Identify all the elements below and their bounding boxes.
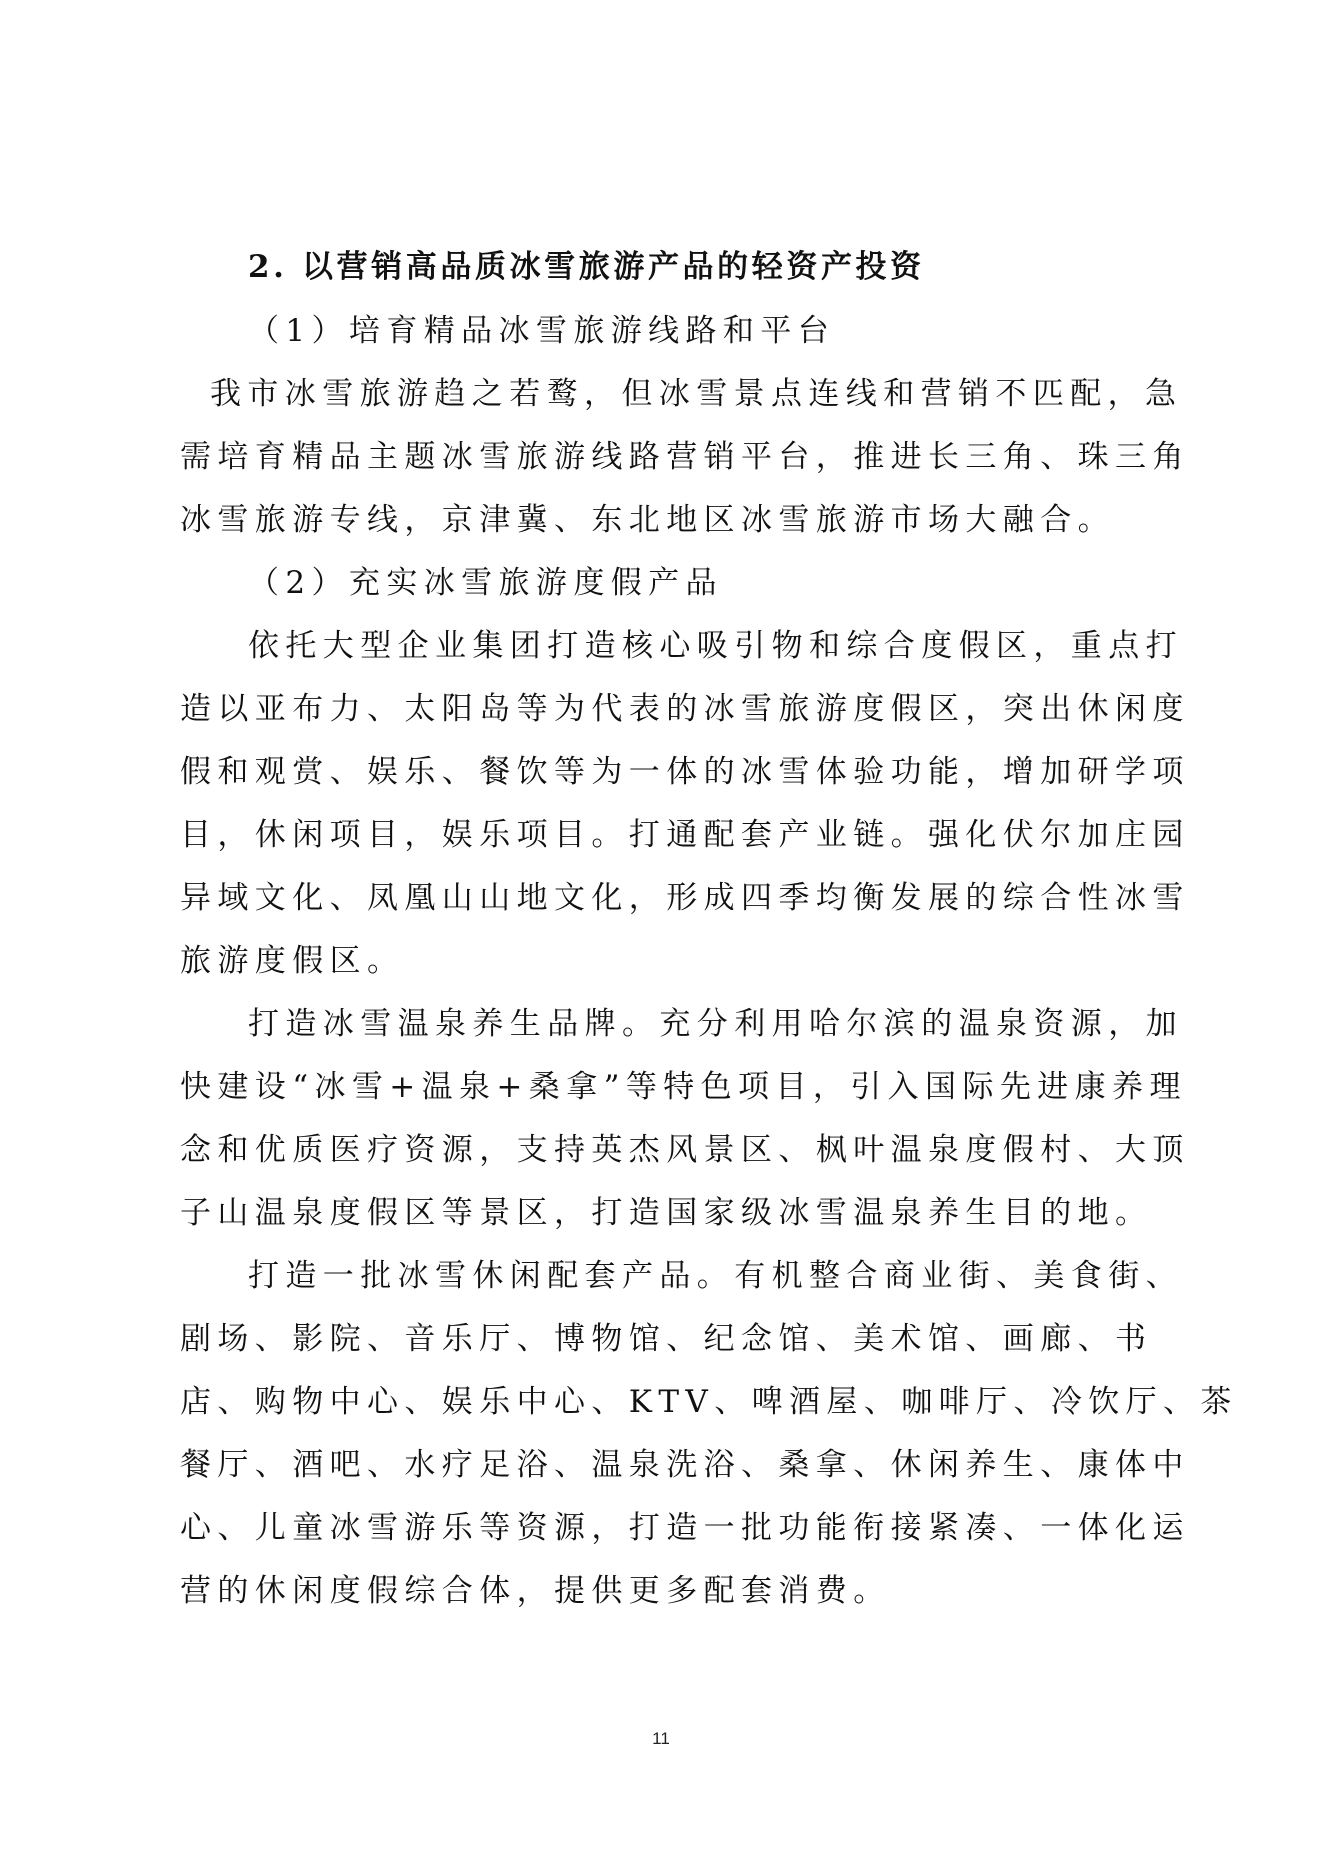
- section-heading: 2. 以营销高品质冰雪旅游产品的轻资产投资: [248, 249, 925, 285]
- paragraph-line: 旅游度假区。: [180, 943, 405, 979]
- paragraph-line: 目，休闲项目，娱乐项目。打通配套产业链。强化伏尔加庄园: [180, 817, 1190, 853]
- paragraph-line: 快建设“冰雪+温泉+桑拿”等特色项目，引入国际先进康养理: [180, 1069, 1187, 1105]
- paragraph-line: 假和观赏、娱乐、餐饮等为一体的冰雪体验功能，增加研学项: [180, 754, 1190, 790]
- paragraph-line: 心、儿童冰雪游乐等资源，打造一批功能衔接紧凑、一体化运: [180, 1510, 1190, 1546]
- paragraph-line: 异域文化、凤凰山山地文化，形成四季均衡发展的综合性冰雪: [180, 880, 1190, 916]
- paragraph-line: 子山温泉度假区等景区，打造国家级冰雪温泉养生目的地。: [180, 1195, 1153, 1231]
- page-number: 11: [652, 1729, 670, 1748]
- paragraph-line: 冰雪旅游专线，京津冀、东北地区冰雪旅游市场大融合。: [180, 502, 1115, 538]
- paragraph-line: 我市冰雪旅游趋之若鹜，但冰雪景点连线和营销不匹配，急: [210, 376, 1183, 412]
- subsection-title-2: （2）充实冰雪旅游度假产品: [248, 565, 723, 601]
- paragraph-line: 剧场、影院、音乐厅、博物馆、纪念馆、美术馆、画廊、书: [180, 1321, 1153, 1357]
- paragraph-line: 念和优质医疗资源，支持英杰风景区、枫叶温泉度假村、大顶: [180, 1132, 1190, 1168]
- paragraph-line: 依托大型企业集团打造核心吸引物和综合度假区，重点打: [248, 628, 1183, 664]
- paragraph-line: 打造一批冰雪休闲配套产品。有机整合商业街、美食街、: [248, 1258, 1183, 1294]
- paragraph-line: 造以亚布力、太阳岛等为代表的冰雪旅游度假区，突出休闲度: [180, 691, 1190, 727]
- paragraph-line: 营的休闲度假综合体，提供更多配套消费。: [180, 1573, 891, 1609]
- paragraph-line: 打造冰雪温泉养生品牌。充分利用哈尔滨的温泉资源，加: [248, 1006, 1183, 1042]
- paragraph-line: 餐厅、酒吧、水疗足浴、温泉洗浴、桑拿、休闲养生、康体中: [180, 1447, 1190, 1483]
- subsection-title-1: （1）培育精品冰雪旅游线路和平台: [248, 313, 836, 349]
- paragraph-line: 需培育精品主题冰雪旅游线路营销平台，推进长三角、珠三角: [180, 439, 1190, 475]
- paragraph-line: 店、购物中心、娱乐中心、KTV、啤酒屋、咖啡厅、冷饮厅、茶: [180, 1384, 1238, 1420]
